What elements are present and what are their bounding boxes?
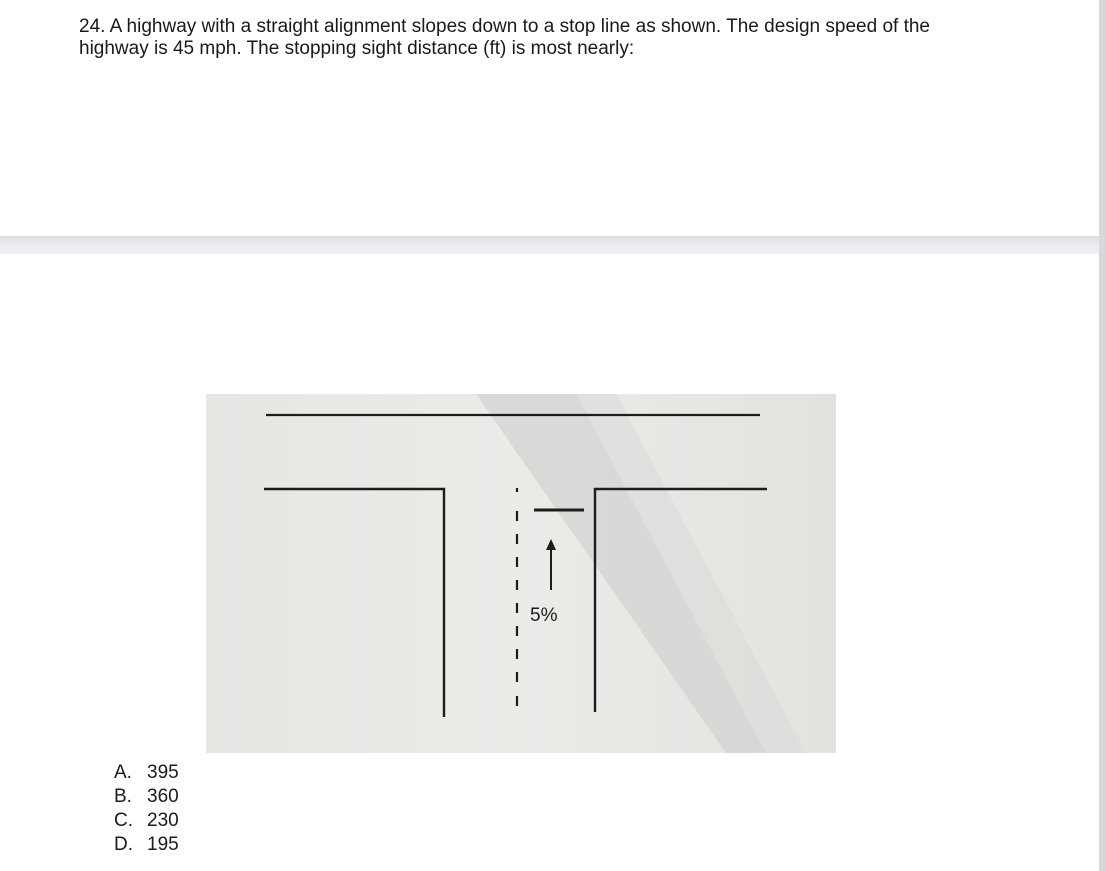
intersection-figure <box>206 394 836 753</box>
choice-value: 395 <box>147 762 179 783</box>
card-separator <box>0 236 1099 254</box>
choice-letter: B. <box>114 786 132 807</box>
answer-choices <box>114 761 179 857</box>
question-number: 24. <box>79 16 106 37</box>
window-edge <box>1099 0 1105 871</box>
choice-value: 195 <box>147 834 179 855</box>
choice-value: 230 <box>147 810 179 831</box>
choice-b[interactable] <box>114 785 179 809</box>
choice-a[interactable] <box>114 761 179 785</box>
choice-letter: C. <box>114 810 133 831</box>
choice-letter: D. <box>114 834 133 855</box>
choice-d[interactable] <box>114 833 179 857</box>
question-text <box>79 16 999 60</box>
choice-c[interactable] <box>114 809 179 833</box>
intersection-diagram <box>206 394 836 753</box>
grade-label: 5% <box>530 605 558 626</box>
question-body: A highway with a straight alignment slopes down to a stop line as shown. The design speed of the highway is 45 mph. The stopping sight distance (ft) is most nearly: <box>79 16 930 59</box>
question-card <box>0 0 1099 236</box>
choice-letter: A. <box>114 762 132 783</box>
choice-value: 360 <box>147 786 179 807</box>
